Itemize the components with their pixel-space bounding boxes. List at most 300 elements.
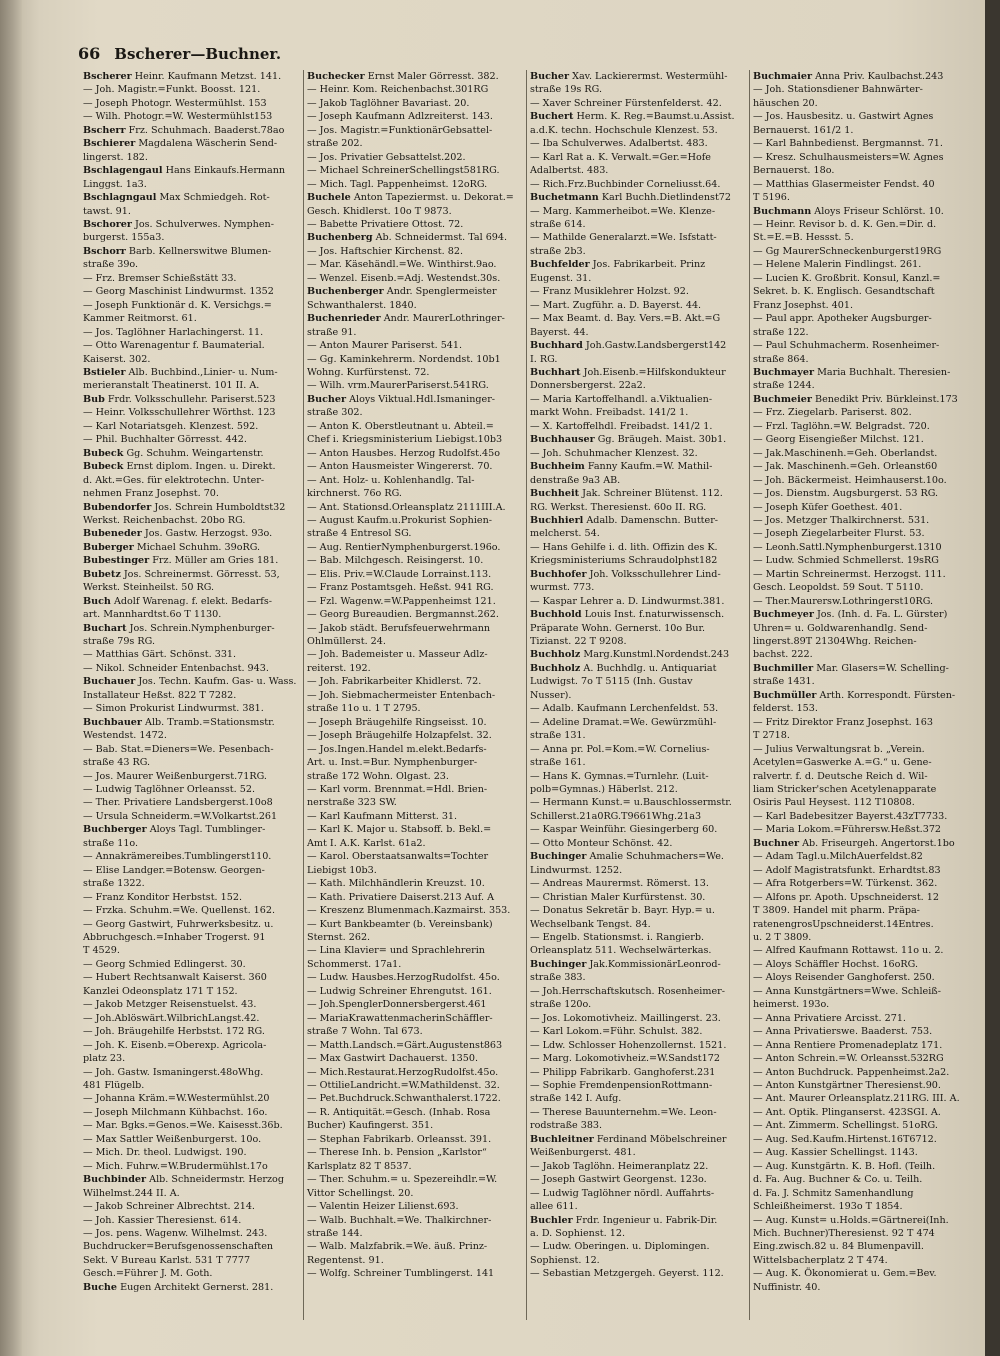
directory-entry-line: Bstieler Alb. Buchbind.,Linier- u. Num- [83,366,278,378]
directory-entry-line: Buchheit Jak. Schreiner Blütenst. 112. [530,488,723,500]
directory-entry-line: Buchmeyer Jos. (Inh. d. Fa. L. Gürster) [753,609,948,621]
directory-entry-line: — Georg Eisengießer Milchst. 121. [753,434,924,446]
directory-entry-line: — Mar. Bgks.=Genos.=We. Kaisesst.36b. [83,1120,283,1132]
directory-entry-line: Buchhauser Gg. Bräugeh. Maist. 30b1. [530,434,727,446]
directory-entry-line: — Anton Schrein.=W. Orleansst.532RG [753,1053,944,1065]
directory-entry-line: straße 43 RG. [83,757,151,769]
directory-entry-line: — Joh. K. Eisenb.=Oberexp. Agricola- [83,1039,267,1051]
directory-entry-line: Buchbinder Alb. Schneidermstr. Herzog [83,1174,284,1186]
directory-entry-line: Wechselbank Tengst. 84. [530,918,651,930]
directory-entry-line: — Adalb. Kaufmann Lerchenfeldst. 53. [530,703,719,715]
directory-entry-line: Präparate Wohn. Gernerst. 10o Bur. [530,622,706,634]
directory-entry-line: — Joh. Magistr.=Funkt. Boosst. 121. [83,84,261,96]
directory-entry-line: T 4529. [83,945,120,957]
directory-entry-line: a. D. Sophienst. 12. [530,1227,625,1239]
directory-entry-line: Liebigst 10b3. [307,864,377,876]
directory-entry-line: — Adeline Dramat.=We. Gewürzmühl- [530,716,717,728]
directory-entry-line: — Otto Monteur Schönst. 42. [530,837,673,849]
directory-entry-line: polb=Gymnas.) Häberlst. 212. [530,784,678,796]
directory-entry-line: — Bab. Stat.=Dieners=We. Pesenbach- [83,743,274,755]
directory-entry-line: — Max Sattler Weißenburgerst. 10o. [83,1133,262,1145]
directory-entry-line: — Frzka. Schuhm.=We. Quellenst. 162. [83,905,276,917]
directory-entry-line: Bscherer Heinr. Kaufmann Metzst. 141. [83,71,282,82]
directory-entry-line: — Ant. Optik. Plinganserst. 423SGI. A. [753,1106,941,1118]
directory-entry-line: — Stephan Fabrikarb. Orleansst. 391. [307,1133,492,1145]
directory-entry-line: — Franz Postamtsgeh. Heßst. 941 RG. [307,582,494,594]
directory-entry-line: Buchmann Aloys Friseur Schlörst. 10. [753,205,944,217]
directory-entry-line: — Rich.Frz.Buchbinder Corneliusst.64. [530,178,721,190]
directory-entry-line: Werkst. Reichenbachst. 20bo RG. [83,514,246,526]
directory-entry-line: straße 122. [753,326,809,338]
directory-entry-line: — Joh.SpenglerDonnersbergerst.461 [307,999,487,1011]
directory-entry-line: — Lucien K. Großbrit. Konsul, Kanzl.= [753,272,941,284]
directory-entry-line: — Michael SchreinerSchellingst581RG. [307,165,500,177]
directory-entry-line: — Anton Hausbes. Herzog Rudolfst.45o [307,447,501,459]
directory-entry-line: — Afra Rotgerbers=W. Türkenst. 362. [753,878,938,890]
directory-entry-line: wurmst. 773. [530,582,595,594]
page-header [78,44,281,66]
directory-entry-line: Bubetz Jos. Schreinermst. Görresst. 53, [83,568,280,580]
directory-entry-line: T 3809. Handel mit pharm. Präpa- [753,905,920,917]
directory-entry-line: bachst. 222. [753,649,813,661]
directory-entry-line: — Ludw. Hausbes.HerzogRudolfst. 45o. [307,972,500,984]
directory-entry-line: Buchdrucker=Berufsgenossenschaften [83,1241,274,1253]
directory-entry-line: — Karl Lokom.=Führ. Schulst. 382. [530,1026,703,1038]
directory-entry-line: — Elis. Priv.=W.Claude Lorrainst.113. [307,568,492,580]
directory-entry-line: Werkst. Steinheilst. 50 RG. [83,582,215,594]
directory-entry-line: Art. u. Inst.=Bur. Nymphenburger- [307,757,478,769]
directory-entry-line: d. Fa. Aug. Buchner & Co. u. Teilh. [753,1174,923,1186]
directory-entry-line: — Joh. Siebmachermeister Entenbach- [307,689,496,701]
directory-entry-line: straße 11o. [83,837,139,849]
directory-entry-line: — Leonh.Sattl.Nymphenburgerst.1310 [753,541,942,553]
directory-entry-line: — Ludw. Oberingen. u. Diplomingen. [530,1241,710,1253]
directory-entry-line: — Otto Warenagentur f. Baumaterial. [83,340,265,352]
directory-entry-line: — Karl K. Major u. Stabsoff. b. Bekl.= [307,824,492,836]
directory-entry-line: straße 142 I. Aufg. [530,1093,622,1105]
directory-entry-line: — Nikol. Schneider Entenbachst. 943. [83,662,269,674]
directory-entry-line: — Anton Maurer Pariserst. 541. [307,340,463,352]
directory-entry-line: a.d.K. techn. Hochschule Klenzest. 53. [530,124,718,136]
directory-entry-line: — Mart. Zugführ. a. D. Bayerst. 44. [530,299,702,311]
directory-entry-line: — Jakob städt. Berufsfeuerwehrmann [307,622,491,634]
directory-entry-line: — Gg MaurerSchneckenburgerst19RG [753,245,942,257]
directory-entry-line: — Mathilde Generalarzt.=We. Isfstatt- [530,232,717,244]
directory-entry-line: — Anton K. Oberstleutnant u. Abteil.= [307,420,494,432]
directory-entry-line: Bayerst. 44. [530,326,589,338]
directory-entry-line: — Wilh. Photogr.=W. Westermühlst153 [83,111,273,123]
directory-entry-line: — Hans K. Gymnas.=Turnlehr. (Luit- [530,770,709,782]
directory-entry-line: — Mich. Fuhrw.=W.Brudermühlst.17o [83,1160,268,1172]
directory-entry-line: Sternst. 262. [307,932,371,943]
directory-entry-line: lingerst.89T 21304Whg. Reichen- [753,636,917,648]
directory-entry-line: — X. Kartoffelhdl. Freibadst. 141/2 1. [530,420,713,432]
directory-entry-line: Bernauerst. 161/2 1. [753,124,854,136]
directory-entry-line: — Jakob Taglöhn. Heimeranplatz 22. [530,1160,709,1172]
directory-entry-line: — Karl Bahnbedienst. Bergmannst. 71. [753,138,943,150]
directory-entry-line: — Sebastian Metzgergeh. Geyerst. 112. [530,1268,724,1280]
book-binding [0,0,22,1356]
directory-entry-line: Buchinger Amalie Schuhmachers=We. [530,851,724,863]
directory-entry-line: Weißenburgerst. 481. [530,1147,636,1159]
directory-entry-line: Buchhierl Adalb. Damenschn. Butter- [530,514,719,526]
directory-entry-line: Wohng. Kurfürstenst. 72. [307,366,430,378]
directory-entry-line: — Matthias Gärt. Schönst. 331. [83,649,237,661]
directory-entry-line: Buchecker Ernst Maler Görresst. 382. [307,71,499,82]
directory-entry-line: Buchinger Jak.KommissionärLeonrod- [530,958,721,970]
directory-entry-line: — R. Antiquität.=Gesch. (Inhab. Rosa [307,1106,491,1118]
directory-entry-line: — Aug. Kassier Schellingst. 1143. [753,1147,918,1159]
directory-entry-line: — Kurt Bankbeamter (b. Vereinsbank) [307,918,493,930]
directory-entry-line: Regentenst. 91. [307,1254,384,1266]
directory-entry-line: — Phil. Buchhalter Görresst. 442. [83,434,247,446]
directory-entry-line: straße 11o u. 1 T 2795. [307,703,421,715]
directory-entry-line: — Philipp Fabrikarb. Ganghoferst.231 [530,1066,716,1078]
directory-entry-line: Karlsplatz 82 T 8537. [307,1160,412,1172]
directory-entry-line: merieranstalt Theatinerst. 101 II. A. [83,380,260,392]
directory-entry-line: — Jakob Taglöhner Bavariast. 20. [307,97,470,109]
directory-entry-line: — Mich. Tagl. Pappenheimst. 12oRG. [307,178,488,190]
directory-entry-line: Gesch. Khidlerst. 10o T 9873. [307,205,452,217]
directory-entry-line: — Jos. Haftschier Kirchenst. 82. [307,245,464,257]
directory-entry-line: straße 202. [307,138,363,150]
directory-entry-line: — Ther. Schuhm.= u. Spezereihdlr.=W. [307,1174,498,1186]
directory-entry-line: — Martin Schreinermst. Herzogst. 111. [753,568,946,580]
directory-entry-line: — Mich. Dr. theol. Ludwigst. 190. [83,1147,247,1159]
directory-entry-line: — Therese Inh. b. Pension „Karlstor“ [307,1147,487,1159]
directory-column-4 [749,70,972,1320]
directory-entry-line: — Paul Schuhmacherm. Rosenheimer- [753,340,940,352]
directory-entry-line: — Maria Kartoffelhandl. a.Viktualien- [530,393,713,405]
directory-entry-line: Osiris Paul Heysest. 112 T10808. [753,797,915,809]
directory-entry-line: — Joh. Stationsdiener Bahnwärter- [753,84,923,96]
directory-entry-line: — Joh. Bäckermeist. Heimhauserst.10o. [753,474,947,486]
directory-entry-line: straße 131. [530,730,586,742]
directory-entry-line: — Aug. Kunstgärtn. K. B. Hofl. (Teilh. [753,1160,936,1172]
directory-entry-line: straße 19s RG. [530,84,602,96]
directory-entry-line: Buchetmann Karl Buchh.Dietlindenst72 [530,192,732,204]
directory-entry-line: — Ther. Privatiere Landsbergerst.10o8 [83,797,273,809]
directory-entry-line: Gesch.=Führer J. M. Goth. [83,1268,213,1280]
directory-entry-line: Bubendorfer Jos. Schrein Humboldtst32 [83,501,286,513]
directory-entry-line: Schommerst. 17a1. [307,958,402,970]
directory-entry-line: — Joh.Herrschaftskutsch. Rosenheimer- [530,985,725,997]
directory-entry-line: — Ludw. Schmied Schmellerst. 19sRG [753,555,939,567]
directory-entry-line: — Iba Schulverwes. Adalbertst. 483. [530,138,708,150]
directory-entry-line: Bernauerst. 18o. [753,165,835,177]
directory-entry-line: Bucher Aloys Viktual.Hdl.Ismaninger- [307,393,496,405]
directory-entry-line: Kammer Reitmorst. 61. [83,313,197,325]
directory-entry-line: — Mar. Käsehändl.=We. Winthirst.9ao. [307,259,497,271]
directory-entry-line: — Anton Kunstgärtner Theresienst.90. [753,1079,941,1091]
directory-entry-line: — Kaspar Weinführ. Giesingerberg 60. [530,824,718,836]
directory-entry-line: — Jos. Metzger Thalkirchnerst. 531. [753,514,930,526]
directory-entry-line: — Jos. pens. Wagenw. Wilhelmst. 243. [83,1227,268,1239]
directory-entry-line: Eing.zwisch.82 u. 84 Blumenpavill. [753,1241,924,1253]
directory-entry-line: — Ant. Zimmerm. Schellingst. 51oRG. [753,1120,938,1132]
directory-entry-line: Buchert Herm. K. Reg.=Baumst.u.Assist. [530,111,735,123]
directory-entry-line: Chef i. Kriegsministerium Liebigst.10b3 [307,434,503,446]
directory-entry-line: — Ther.Maurersw.Lothringerst10RG. [753,595,934,607]
directory-entry-line: — Joseph Gastwirt Georgenst. 123o. [530,1174,707,1186]
directory-entry-line: — Maria Lokom.=Führersw.Heßst.372 [753,824,942,836]
directory-entry-line: straße 383. [530,972,586,984]
directory-entry-line: Buchhart Joh.Eisenb.=Hilfskondukteur [530,366,726,378]
directory-column-2 [303,70,526,1320]
directory-entry-line: — Anna pr. Pol.=Kom.=W. Cornelius- [530,743,710,755]
directory-entry-line: — Heinr. Kom. Reichenbachst.301RG [307,84,489,96]
directory-columns [80,70,975,1320]
directory-entry-line: — Mich.Restaurat.HerzogRudolfst.45o. [307,1066,499,1078]
directory-entry-line: Kaiserst. 302. [83,353,151,365]
directory-entry-line: — Bab. Milchgesch. Reisingerst. 10. [307,555,484,567]
directory-entry-line: — Marg. Lokomotivheiz.=W.Sandst172 [530,1053,720,1065]
directory-entry-line: T 5196. [753,192,790,204]
directory-entry-line: Installateur Heßst. 822 T 7282. [83,689,237,701]
directory-entry-line: — Walb. Malzfabrik.=We. äuß. Prinz- [307,1241,488,1253]
directory-entry-line: straße 302. [307,407,363,419]
directory-entry-line: — Lina Klavier= und Sprachlehrerin [307,945,485,957]
directory-entry-line: Schwanthalerst. 1840. [307,299,417,311]
directory-entry-line: Buchauer Jos. Techn. Kaufm. Gas- u. Wass. [83,676,297,688]
directory-entry-line: — Aloys Reisender Ganghoferst. 250. [753,972,935,984]
directory-entry-line: — Georg Bureaudien. Bergmannst.262. [307,609,499,621]
directory-entry-line: u. 2 T 3809. [753,932,812,943]
directory-entry-line: RG. Werkst. Theresienst. 60o II. RG. [530,501,707,513]
directory-entry-line: — Ant. Holz- u. Kohlenhandlg. Tal- [307,474,475,486]
directory-entry-line: — Elise Landger.=Botensw. Georgen- [83,864,265,876]
directory-entry-line: — Wilh. vrm.MaurerPariserst.541RG. [307,380,489,392]
directory-entry-line: — Hans Gehilfe i. d. lith. Offizin des K. [530,541,718,553]
directory-entry-line: — Walb. Buchhalt.=We. Thalkirchner- [307,1214,492,1226]
directory-entry-line: — Jak.Maschinenh.=Geh. Oberlandst. [753,447,938,459]
directory-entry-line: — Franz Musiklehrer Holzst. 92. [530,286,689,298]
directory-entry-line: — Kreszenz Blumenmach.Kazmairst. 353. [307,905,511,917]
directory-entry-line: Bucher Xav. Lackierermst. Westermühl- [530,71,728,82]
directory-entry-line: straße 79s RG. [83,636,155,648]
directory-entry-line: — Joseph Photogr. Westermühlst. 153 [83,97,267,109]
directory-entry-line: Lindwurmst. 1252. [530,864,623,876]
directory-entry-line: Schillerst.21a0RG.T9661Whg.21a3 [530,810,702,822]
directory-entry-line: Buchholz A. Buchhdlg. u. Antiquariat [530,662,717,674]
directory-entry-line: d. Fa. J. Schmitz Samenhandlung [753,1187,914,1199]
directory-entry-line: Buchenrieder Andr. MaurerLothringer- [307,313,505,325]
directory-entry-line: markt Wohn. Freibadst. 141/2 1. [530,407,689,419]
directory-entry-line: Wittelsbacherplatz 2 T 474. [753,1254,888,1266]
directory-entry-line: — Georg Gastwirt, Fuhrwerksbesitz. u. [83,918,274,930]
directory-entry-line: straße 120o. [530,999,592,1011]
directory-entry-line: Bubeck Ernst diplom. Ingen. u. Direkt. [83,461,276,473]
directory-entry-line: Mich. Buchner)Theresienst. 92 T 474 [753,1227,935,1239]
directory-entry-line: — Joseph Kaufmann Adlzreiterst. 143. [307,111,493,123]
directory-entry-line: Linggst. 1a3. [83,178,147,190]
directory-column-1 [80,70,303,1320]
directory-entry-line: — Adam Tagl.u.MilchAuerfeldst.82 [753,851,923,863]
directory-entry-line: Bub Frdr. Volksschullehr. Pariserst.523 [83,393,276,405]
directory-entry-line: Bschorr Barb. Kellnerswitwe Blumen- [83,245,272,257]
directory-entry-line: — Aug. Kunst= u.Holds.=Gärtnerei(Inh. [753,1214,949,1226]
directory-entry-line: — Karl Notariatsgeh. Klenzest. 592. [83,420,259,432]
directory-entry-line: — Joseph Milchmann Kühbachst. 16o. [83,1106,268,1118]
directory-entry-line: Buchberger Aloys Tagl. Tumblinger- [83,824,266,836]
directory-entry-line: Bschorer Jos. Schulverwes. Nymphen- [83,218,274,230]
directory-entry-line: — Anna Kunstgärtners=Wwe. Schleiß- [753,985,941,997]
directory-entry-line: — Anton Hausmeister Wingererst. 70. [307,461,493,473]
directory-entry-line: straße 4 Entresol SG. [307,528,412,540]
directory-entry-line: Bubeck Gg. Schuhm. Weingartenstr. [83,447,264,459]
directory-entry-line: Westendst. 1472. [83,730,167,742]
directory-entry-line: Buberger Michael Schuhm. 39oRG. [83,541,261,553]
directory-entry-line: — Paul appr. Apotheker Augsburger- [753,313,932,325]
directory-entry-line: Uhren= u. Goldwarenhandlg. Send- [753,622,928,634]
directory-entry-line: Amt I. A.K. Karlst. 61a2. [307,837,426,849]
directory-entry-line: — Simon Prokurist Lindwurmst. 381. [83,703,264,715]
directory-entry-line: Buchenberger Andr. Spenglermeister [307,286,497,298]
directory-entry-line: Buchmeier Benedikt Priv. Bürkleinst.173 [753,393,958,405]
directory-entry-line: nerstraße 323 SW. [307,797,397,809]
directory-entry-line: — Jos. Taglöhner Harlachingerst. 11. [83,326,264,338]
directory-entry-line: — Anton Buchdruck. Pappenheimst.2a2. [753,1066,950,1078]
directory-entry-line: — Julius Verwaltungsrat b. „Verein. [753,743,925,755]
directory-entry-line: Vittor Schellingst. 20. [307,1187,414,1199]
directory-entry-line: d. Akt.=Ges. für elektrotechn. Unter- [83,474,265,486]
directory-entry-line: — Karl Badebesitzer Bayerst.43zT7733. [753,810,948,822]
directory-entry-line: häuschen 20. [753,97,818,109]
directory-entry-line: — Joh. Schuhmacher Klenzest. 32. [530,447,698,459]
running-title: Bscherer—Buchner. [114,45,282,63]
directory-entry-line: — Pet.Buchdruck.Schwanthalerst.1722. [307,1093,501,1105]
directory-entry-line: — Fzl. Wagenw.=W.Pappenheimst 121. [307,595,496,607]
directory-entry-line: — Fritz Direktor Franz Josephst. 163 [753,716,933,728]
directory-entry-line: — Joh. Bräugehilfe Herbstst. 172 RG. [83,1026,265,1038]
directory-entry-line: — Wolfg. Schreiner Tumblingerst. 141 [307,1268,495,1280]
directory-entry-line: — Jos. Privatier Gebsattelst.202. [307,151,466,163]
directory-entry-line: lingerst. 182. [83,151,148,163]
directory-entry-line: nehmen Franz Josephst. 70. [83,488,219,500]
directory-entry-line: Buch Adolf Warenag. f. elekt. Bedarfs- [83,595,273,607]
directory-entry-line: — Aug. RentierNymphenburgerst.196o. [307,541,501,553]
directory-entry-line: Bucher) Kaufingerst. 351. [307,1120,434,1132]
directory-entry-line: Buchfelder Jos. Fabrikarbeit. Prinz [530,259,706,271]
directory-entry-line: — Wenzel. Eisenb.=Adj. Westendst.30s. [307,272,501,284]
directory-entry-line: — Frz. Ziegelarb. Pariserst. 802. [753,407,912,419]
directory-entry-line: — Matthias Glasermeister Fendst. 40 [753,178,935,190]
directory-entry-line: — Anna Privatierswe. Baaderst. 753. [753,1026,933,1038]
directory-entry-line: straße 1322. [83,878,145,890]
directory-entry-line: Nusser). [530,689,572,701]
directory-entry-line: — Jos. Magistr.=FunktionärGebsattel- [307,124,493,136]
directory-entry-line: — Joseph Ziegelarbeiter Flurst. 53. [753,528,925,540]
directory-entry-line: — Joh. Kassier Theresienst. 614. [83,1214,242,1226]
directory-entry-line: Buchler Frdr. Ingenieur u. Fabrik-Dir. [530,1214,718,1226]
directory-entry-line: — Hubert Rechtsanwalt Kaiserst. 360 [83,972,267,984]
directory-column-3 [526,70,749,1320]
directory-entry-line: allee 611. [530,1201,578,1213]
directory-entry-line: Buchmayer Maria Buchhalt. Theresien- [753,366,951,378]
directory-entry-line: — Joseph Bräugehilfe Holzapfelst. 32. [307,730,492,742]
directory-entry-line: — Joh. Fabrikarbeiter Khidlerst. 72. [307,676,482,688]
directory-entry-line: — Anna Rentiere Promenadeplatz 171. [753,1039,943,1051]
directory-entry-line: Buchhold Louis Inst. f.naturwissensch. [530,609,725,621]
directory-entry-line: — Hermann Kunst.= u.Bauschlossermstr. [530,797,732,809]
directory-entry-line: Bubeneder Jos. Gastw. Herzogst. 93o. [83,528,273,540]
directory-entry-line: Bschlagengaul Hans Einkaufs.Hermann [83,165,286,177]
directory-entry-line: straße 7 Wohn. Tal 673. [307,1026,423,1038]
directory-entry-line: Buchbauer Alb. Tramb.=Stationsmstr. [83,716,275,728]
directory-entry-line: — Xaver Schreiner Fürstenfelderst. 42. [530,97,722,109]
directory-entry-line: Gesch. Leopoldst. 59 Sout. T 5110. [753,582,924,594]
directory-entry-line: straße 2b3. [530,245,586,257]
directory-entry-line: felderst. 153. [753,703,818,715]
directory-entry-line: — OttilieLandricht.=W.Mathildenst. 32. [307,1079,500,1091]
directory-entry-line: — Aug. K. Ökonomierat u. Gem.=Bev. [753,1268,937,1280]
directory-entry-line: — August Kaufm.u.Prokurist Sophien- [307,514,493,526]
directory-entry-line: Wilhelmst.244 II. A. [83,1187,180,1199]
directory-entry-line: — Christian Maler Kurfürstenst. 30. [530,891,706,903]
directory-entry-line: straße 1244. [753,380,815,392]
directory-entry-line: I. RG. [530,353,558,365]
scan-edge [985,0,1000,1356]
directory-entry-line: Sekt. V Bureau Karlst. 531 T 7777 [83,1254,251,1266]
directory-entry-line: Tizianst. 22 T 9208. [530,636,627,648]
directory-entry-line: — Engelb. Stationsmst. i. Rangierb. [530,932,705,943]
directory-entry-line: Sekret. b. K. Englisch. Gesandtschaft [753,286,935,298]
directory-entry-line: — Aloys Schäffler Hochst. 16oRG. [753,958,919,970]
directory-entry-line: — Joh. Bademeister u. Masseur Adlz- [307,649,488,661]
directory-entry-line: straße 1431. [753,676,815,688]
directory-entry-line: — Ludwig Taglöhner nördl. Auffahrts- [530,1187,715,1199]
directory-entry-line: liam Stricker'schen Acetylenapparate [753,784,937,796]
directory-entry-line: — Ludwig Schreiner Ehrengutst. 161. [307,985,492,997]
directory-entry-line: — Frz. Bremser Schießstätt 33. [83,272,237,284]
directory-entry-line: — Sophie FremdenpensionRottmann- [530,1079,713,1091]
directory-entry-line: — Max Beamt. d. Bay. Vers.=B. Akt.=G [530,313,721,325]
directory-entry-line: — Matth.Landsch.=Gärt.Augustenst863 [307,1039,503,1051]
directory-entry-line: art. Mannhardtst.6o T 1130. [83,609,222,621]
directory-entry-line: Buchleitner Ferdinand Möbelschreiner [530,1133,727,1145]
directory-entry-line: — Ludwig Taglöhner Orleansst. 52. [83,784,255,796]
directory-entry-line: kirchnerst. 76o RG. [307,488,402,500]
directory-entry-line: Buchmüller Arth. Korrespondt. Fürsten- [753,689,956,701]
directory-entry-line: Ludwigst. 7o T 5115 (Inh. Gustav [530,676,693,688]
directory-entry-line: — Adolf Magistratsfunkt. Erhardtst.83 [753,864,941,876]
directory-entry-line: — Ant. Stationsd.Orleansplatz 2111III.A. [307,501,506,513]
directory-entry-line: — Jos. Lokomotivheiz. Maillingerst. 23. [530,1012,721,1024]
directory-entry-line: — Babette Privatiere Ottost. 72. [307,218,464,230]
directory-entry-line: platz 23. [83,1053,126,1065]
directory-entry-line: Eugenst. 31. [530,272,592,284]
directory-entry-line: tawst. 91. [83,205,131,217]
directory-entry-line: — Marg. Kammerheibot.=We. Klenze- [530,205,716,217]
directory-entry-line: — Georg Schmied Edlingerst. 30. [83,958,246,970]
directory-entry-line: Buchner Ab. Friseurgeh. Angertorst.1bo [753,837,955,849]
directory-entry-line: straße 91. [307,326,357,338]
directory-entry-line: Kriegsministeriums Schraudolphst182 [530,555,718,567]
directory-entry-line: — MariaKrawattenmacherinSchäffler- [307,1012,493,1024]
directory-entry-line: Adalbertst. 483. [530,165,609,177]
directory-entry-line: Orleansplatz 511. Wechselwärterkas. [530,945,712,957]
directory-entry-line: Buchmaier Anna Priv. Kaulbachst.243 [753,71,944,82]
directory-entry-line: Buchenberg Ab. Schneidermst. Tal 694. [307,232,508,244]
directory-entry-line: Buchholz Marg.Kunstml.Nordendst.243 [530,649,730,661]
directory-entry-line: — Kaspar Lehrer a. D. Lindwurmst.381. [530,595,725,607]
directory-entry-line: — Heinr. Volksschullehrer Wörthst. 123 [83,407,276,419]
directory-entry-line: straße 614. [530,218,586,230]
directory-entry-line: — Joseph Funktionär d. K. Versichgs.= [83,299,272,311]
directory-entry-line: — Alfons pr. Apoth. Upschneiderst. 12 [753,891,939,903]
directory-entry-line: — Joh.Ablöswärt.WilbrichLangst.42. [83,1012,260,1024]
directory-entry-line: — Kath. Milchhändlerin Kreuzst. 10. [307,878,485,890]
